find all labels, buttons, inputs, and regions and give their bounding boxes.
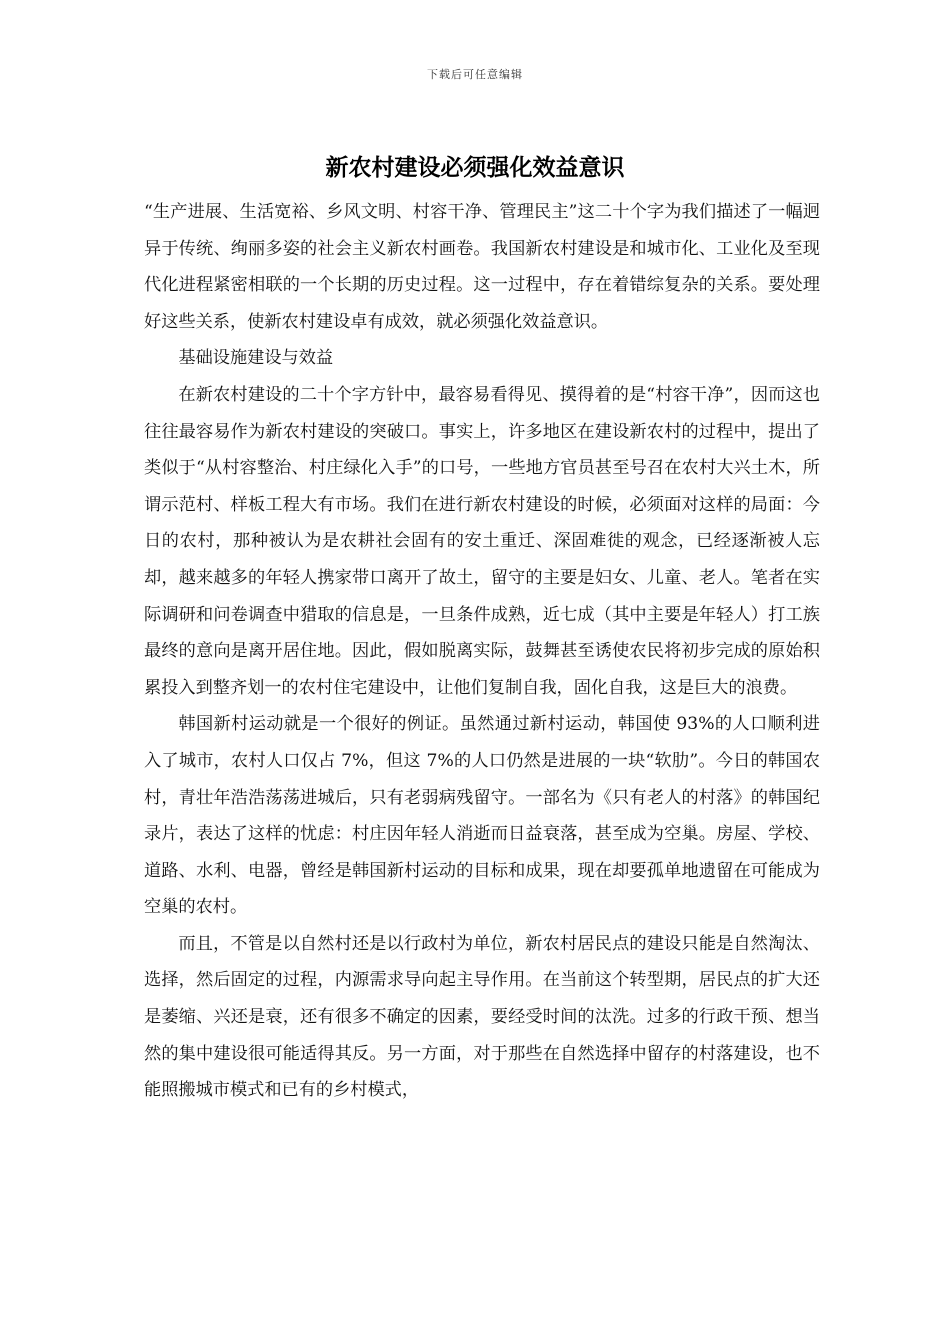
document-body	[144, 194, 820, 1109]
paragraph-korea-example: 韩国新村运动就是一个很好的例证。虽然通过新村运动，韩国使 93%的人口顺利进入了城市，农村人口仅占 7%，但这 7%的人口仍然是进展的一块“软肋”。今日的韩国农村，青壮年浩浩荡荡进城后，只有老弱病残留守。一部名为《只有老人的村落》的韩国纪录片，表达了这样的忧虑：村庄因年轻人消逝而日益衰落，甚至成为空巢。房屋、学校、道路、水利、电器，曾经是韩国新村运动的目标和成果，现在却要孤单地遗留在可能成为空巢的农村。	[144, 714, 820, 918]
page-header-note: 下载后可任意编辑	[427, 68, 523, 81]
paragraph-intro: “生产进展、生活宽裕、乡风文明、村容干净、管理民主”这二十个字为我们描述了一幅迥异于传统、绚丽多姿的社会主义新农村画卷。我国新农村建设是和城市化、工业化及至现代化进程紧密相联的一个长期的历史过程。这一过程中，存在着错综复杂的关系。要处理好这些关系，使新农村建设卓有成效，就必须强化效益意识。	[144, 202, 820, 332]
paragraph-infrastructure: 在新农村建设的二十个字方针中，最容易看得见、摸得着的是“村容干净”，因而这也往往最容易作为新农村建设的突破口。事实上，许多地区在建设新农村的过程中，提出了类似于“从村容整治、村庄绿化入手”的口号，一些地方官员甚至号召在农村大兴土木，所谓示范村、样板工程大有市场。我们在进行新农村建设的时候，必须面对这样的局面：今日的农村，那种被认为是农耕社会固有的安土重迁、深固难徙的观念，已经逐渐被人忘却，越来越多的年轻人携家带口离开了故土，留守的主要是妇女、儿童、老人。笔者在实际调研和问卷调查中猎取的信息是，一旦条件成熟，近七成（其中主要是年轻人）打工族最终的意向是离开居住地。因此，假如脱离实际，鼓舞甚至诱使农民将初步完成的原始积累投入到整齐划一的农村住宅建设中，让他们复制自我，固化自我，这是巨大的浪费。	[144, 384, 820, 698]
paragraph-settlement: 而且，不管是以自然村还是以行政村为单位，新农村居民点的建设只能是自然淘汰、选择，然后固定的过程，内源需求导向起主导作用。在当前这个转型期，居民点的扩大还是萎缩、兴还是衰，还有很多不确定的因素，要经受时间的汰洗。过多的行政干预、想当然的集中建设很可能适得其反。另一方面，对于那些在自然选择中留存的村落建设，也不能照搬城市模式和已有的乡村模式，	[144, 933, 820, 1101]
section-heading: 基础设施建设与效益	[178, 348, 334, 369]
document-title: 新农村建设必须强化效益意识	[325, 154, 625, 181]
